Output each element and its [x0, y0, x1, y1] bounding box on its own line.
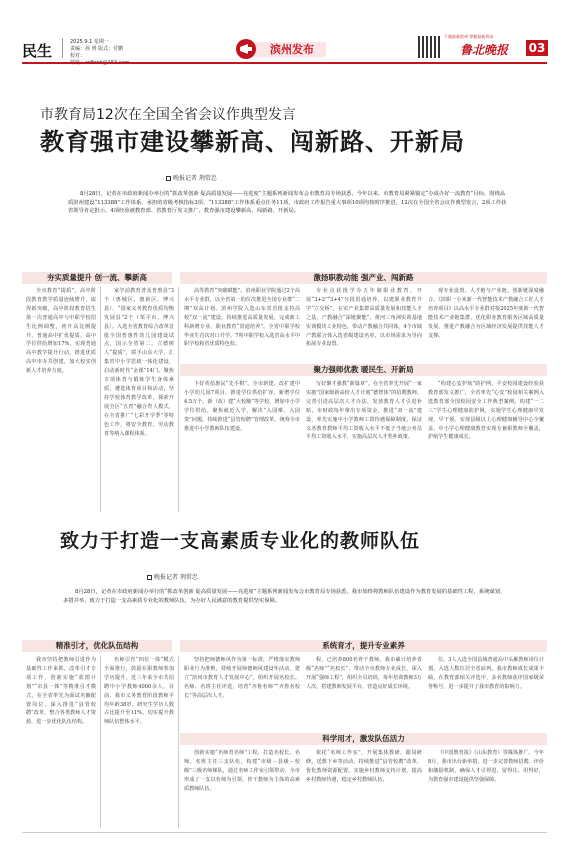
issue-date: 2025.9.1 星期一 [70, 39, 109, 45]
qr-code-icon[interactable] [418, 36, 440, 58]
section-header-training: 系统育才，提升专业素养 [180, 640, 547, 652]
page-number: 03 [526, 40, 548, 56]
article1-lead: 8月28日，记者在市政府新闻办举行的“抓改革创新 促高质量发展——亮进度”主题系列新闻发布会市教育局专场获悉，今年以来，市教育局紧紧锚定“办成办好一流教育”目标，围绕品质滨州建设“113388”工作体系，承担的省级考核指标3项、“113388”工作体系重点任务11项，市政府工作报告重大事项10项均按时序推进，12次在全国全省会议作典型发言，2项工作获省领导肯定批示，4项经验被教育部、省教育厅发文推广，教育强市建设攀新高、闯新路、开新局。 [68, 191, 507, 215]
article1-col8: “构建心安护航”防护网，平安校园建设经验获教育部发文推广，全省率先“心安”校园相关案例入选教育部全国校园安全工作典型案例。构建“一二三”学生心理健康防护网，实施学生心理健康早发现、早干预，实现县级以上心理健康辅导中心全覆盖，中小学心理健康教育实现专兼职教师全覆盖，护航学生健康成长。 [428, 381, 544, 441]
article1-kicker: 市教育局12次在全国全省会议作典型发言 [40, 107, 296, 123]
section-header-usage: 科学用才，激发队伍活力 [180, 733, 547, 745]
article1-col4: 专业点获批学办五年制职业教育，开展“3+2”“3+4”分段贯通培养，以建职业教育升学“立交桥”，在实产业集群高质量发展和技能人才之基。产教融合“深链聚能”。黄河三角洲实训基地实训模块工业特色，带动产教融合共同体，4个市域产教联合体入选省级建设名单，以市场需求为导向拓展专业设置。 [306, 288, 422, 348]
article2-col7: 依托“名师工作室”，开展集体教研、跟岗研修、送教下乡等活动，持续推进“县管校聘”改革，优化教师资源配置。实施乡村教师支持计划，提高乡村教师待遇，稳定乡村教师队伍。 [306, 750, 422, 783]
byline-box-icon [147, 575, 152, 580]
article2-col2: 名师引育“四位一体”模式全面推行，鼓励在职教师参加学历提升，近三年来全市共招聘中小学教师4000余人，目前，我市义务教育阶段教师平均年龄38岁，研究生学历人数占比提升至11%，切实提升教师队伍整体水平。 [104, 657, 174, 726]
section-header-quality: 夯实质量提升 创一流、攀新高 [22, 272, 172, 284]
article1-col6: 下好英蓓惠民“先手棋”。全市新建、改扩建中小学幼儿园7项目，推进学位供给扩容，新增学位4.5万个。新（改）建“大校额”等学校，增加中小学学位供给。聚焦就近入学，解决“入园难、入园贵”问题，持续推进“县管校聘”管理改革，统筹全市推进中小学教师队伍建设。 [184, 381, 300, 432]
article2-col4: 程，已培养800名骨干教师。我市累计培养省级“名师”“名校长”，带动全市教师专业成长，深入开展“强师工程”，组织全员培训，每年培训教师3万人次，搭建教师发展平台，营造良好成长环境。 [306, 657, 422, 690]
section-header-vocational: 激扬职教动能 强产业、闯新路 [180, 272, 547, 284]
article1-byline: 晚报记者 荆常忠 [166, 173, 217, 182]
proofreader-line: 校对： [70, 53, 86, 59]
article1-col2: 家学前教育普及普惠县”3个（惠城区、惠新区、博兴县），“国家义务教育优质均衡发展县”2个（邹平市、博兴县）。入选全省教育综合改革首批全国普惠性幼儿园建设试点，国示全省第二。立德树人“提质”，联手山东大学，汇集省中小学思政一体化建设，启动新时代“金课”14门。聚焦专项体育与锻炼学生身体素质，遴选体育项目和活动，坚持学校体育教学改革，探索开展全区“五育”融合育人模式，在全省推广“七彩开学季”等特色工作，将安全教育、劳动教育等纳入课程体系。 [104, 288, 174, 437]
section-title: 民生 [22, 42, 53, 60]
article2-col3: 坚持把师德师风作为第一标准，严格落实教师职业行为准则，持续开展师德师风建设年活动。建立“滨州市教育人才发展中心”，组织开展名校长、名师、名班主任评选，培育“齐鲁名师”“齐鲁名校长”等高层次人才。 [184, 657, 300, 699]
article1-headline: 教育强市建设攀新高、闯新路、开新局 [40, 127, 465, 156]
paper-logo: 鲁北晚报 [460, 43, 509, 57]
article1-col1: 全市教育“提质”，高中阶段教育教学质量连续增升，取得新突破，高中阶段教育招生第一次普通高中与中职学校招生比例调整，初升高比例提升，普通高中扩优提质，高中学位供给增加17%，实现普通高中教学提升行动，推进优质高中市办共创建，加大校实创新人才培养力度。 [26, 288, 96, 375]
article2-headline: 致力于打造一支高素质专业化的教师队伍 [60, 530, 421, 552]
masthead-rule [22, 62, 547, 64]
column-divider [100, 287, 101, 512]
article2-col8: 《中国教育报》《山东教育》等媒体推广。今年8月，我市出台新举措，进一步完善教师招聘、评价和激励机制，确保人才引得进、留得住、用得好，为教育强市建设提供坚强保障。 [428, 750, 544, 783]
section-header-teachers: 聚力强师优教 暖民生、开新局 [180, 364, 547, 376]
article1-col3: 高等教育“突破赋能”。滨州职业学院通过2个高水平专业群，以全省第一的位次推进全国专业群“二期”双高计划。滨州学院入选山东省首批支持高校“双一流”建设，持续推进高质量发展，完成新工科新增专业。职业教育“贯通培养”。全省中职学校毕业生首次对口升学，7所中职学校入选省高水平中职学校和省优质特色校。 [184, 288, 300, 348]
column-divider [178, 287, 179, 512]
masthead [0, 0, 569, 64]
column-divider [178, 656, 179, 828]
column-divider [100, 656, 101, 828]
article2-col1: 我市坚持把教师引进作为基础性工作来抓，改革引才专项工作，创新实施“蓝图计划”“市县一体”等精准引才模式，在全省率先为面试名额配置岗位，深入推进“县管校聘”改革，整合各类教师人才资源，进一步优化队伍结构。 [26, 657, 96, 726]
article1-col5: 现专业设置，人才链与产业链、创新链深度融合。《滨职一小米新一代智能技术产教融合工匠人才培养项目》以高水平专业群对接2025年度新一代智能技术产业链集群，优化职业教育服务区域高质量发展，推进产教融合为区域经济发展提供技能人才支撑。 [428, 288, 544, 339]
article2-col6: 创新实施“名师育名师”工程，打造名校长、名师、名班主任三支队伍，构建“市级－县级－校级”三级名师梯队，通过名师工作室引领带动，全市形成了一支以名师为引领、骨干教师为主体的高素质教师队伍。 [184, 750, 300, 792]
banner-label: 滨州发布 [270, 43, 314, 56]
section-header-recruit: 精准引才，优化队伍结构 [22, 640, 172, 652]
article2-lead: 8月28日，记者在市政府新闻办举行的“抓改革创新 促高质量发展——亮进度”主题系列新闻发布会市教育局专场获悉，我市始终将教师队伍建设作为教育发展的基础性工程，系统谋划、多措并举，致力于打造一支高素质专业化的教师队伍，为办好人民满意的教育提供坚实保障。 [63, 589, 506, 604]
byline-box-icon [166, 176, 171, 181]
download-hint: 下载最新滨州 掌握最新资讯 [444, 34, 494, 39]
article1-col7: 写好聚才强教“新篇章”。在全省率先开展“一家实施”国家级新高校人才计划“德智体”的招聘教师，完善引进高层次人才办法，发放教育人才引进补贴，市财政每年拿出专项资金，推进“双一流”建设，率先实施中小学教师工资待遇保障制度，保证义务教育教师平均工资收入水平不低于当地公务员平均工资收入水平，实施高层次人才奖补政策。 [306, 381, 422, 441]
article2-byline: 晚报记者 荆常忠 [147, 572, 198, 581]
masthead-divider [62, 38, 63, 58]
footer-rule [22, 832, 547, 833]
article2-col5: 位。3人入选全国县域普通高中头雁教师岗位计划，入选人数位居全省前列。我市教师成长成果丰硕，在教育部相关评选中，多名教师获评国家级荣誉称号，进一步提升了我市教育的影响力。 [428, 657, 544, 690]
editor-line: 责编：孙 赟 版式：付鹏 [70, 46, 124, 52]
